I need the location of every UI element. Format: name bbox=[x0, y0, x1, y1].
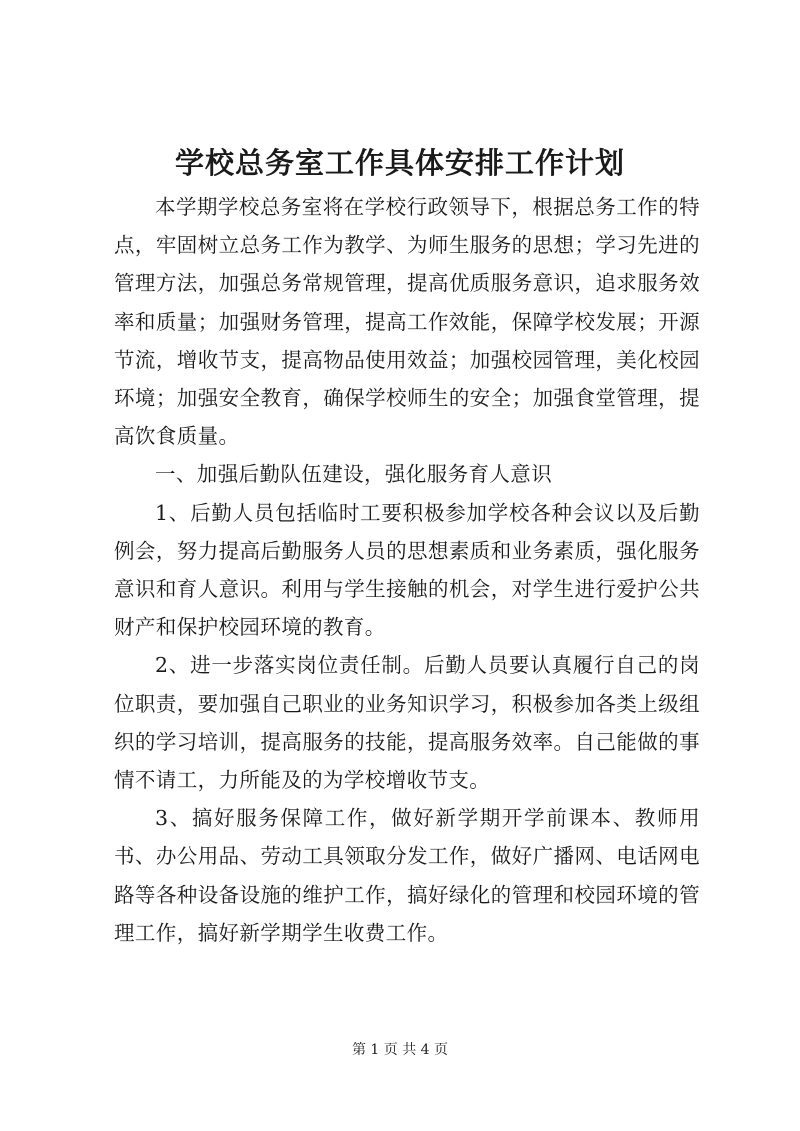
page-footer bbox=[0, 1040, 800, 1060]
section-heading-1: 一、加强后勤队伍建设，强化服务育人意识 bbox=[155, 462, 553, 487]
list-item-3: 3、搞好服务保障工作，做好新学期开学前课本、教师用书、办公用品、劳动工具领取分发工作，做好广播网、电话网电路等各种设备设施的维护工作，搞好绿化的管理和校园环境的管理工作，搞好新学期学生收费工作。 bbox=[114, 806, 700, 945]
list-item-1: 1、后勤人员包括临时工要积极参加学校各种会议以及后勤例会，努力提高后勤服务人员的思想素质和业务素质，强化服务意识和育人意识。利用与学生接触的机会，对学生进行爱护公共财产和保护校园环境的教育。 bbox=[114, 500, 700, 640]
list-item-2: 2、进一步落实岗位责任制。后勤人员要认真履行自己的岗位职责，要加强自己职业的业务知识学习，积极参加各类上级组织的学习培训，提高服务的技能，提高服务效率。自己能做的事情不请工，力所能及的为学校增收节支。 bbox=[114, 653, 700, 793]
intro-paragraph: 本学期学校总务室将在学校行政领导下，根据总务工作的特点，牢固树立总务工作为教学、为师生服务的思想；学习先进的管理方法，加强总务常规管理，提高优质服务意识，追求服务效率和质量；加强财务管理，提高工作效能，保障学校发展；开源节流，增收节支，提高物品使用效益；加强校园管理，美化校园环境；加强安全教育，确保学校师生的安全；加强食堂管理，提高饮食质量。 bbox=[114, 195, 700, 449]
page-number-label: 第 1 页 共 4 页 bbox=[351, 1042, 449, 1058]
document-title: 学校总务室工作具体安排工作计划 bbox=[174, 146, 625, 180]
document-body bbox=[114, 188, 700, 952]
